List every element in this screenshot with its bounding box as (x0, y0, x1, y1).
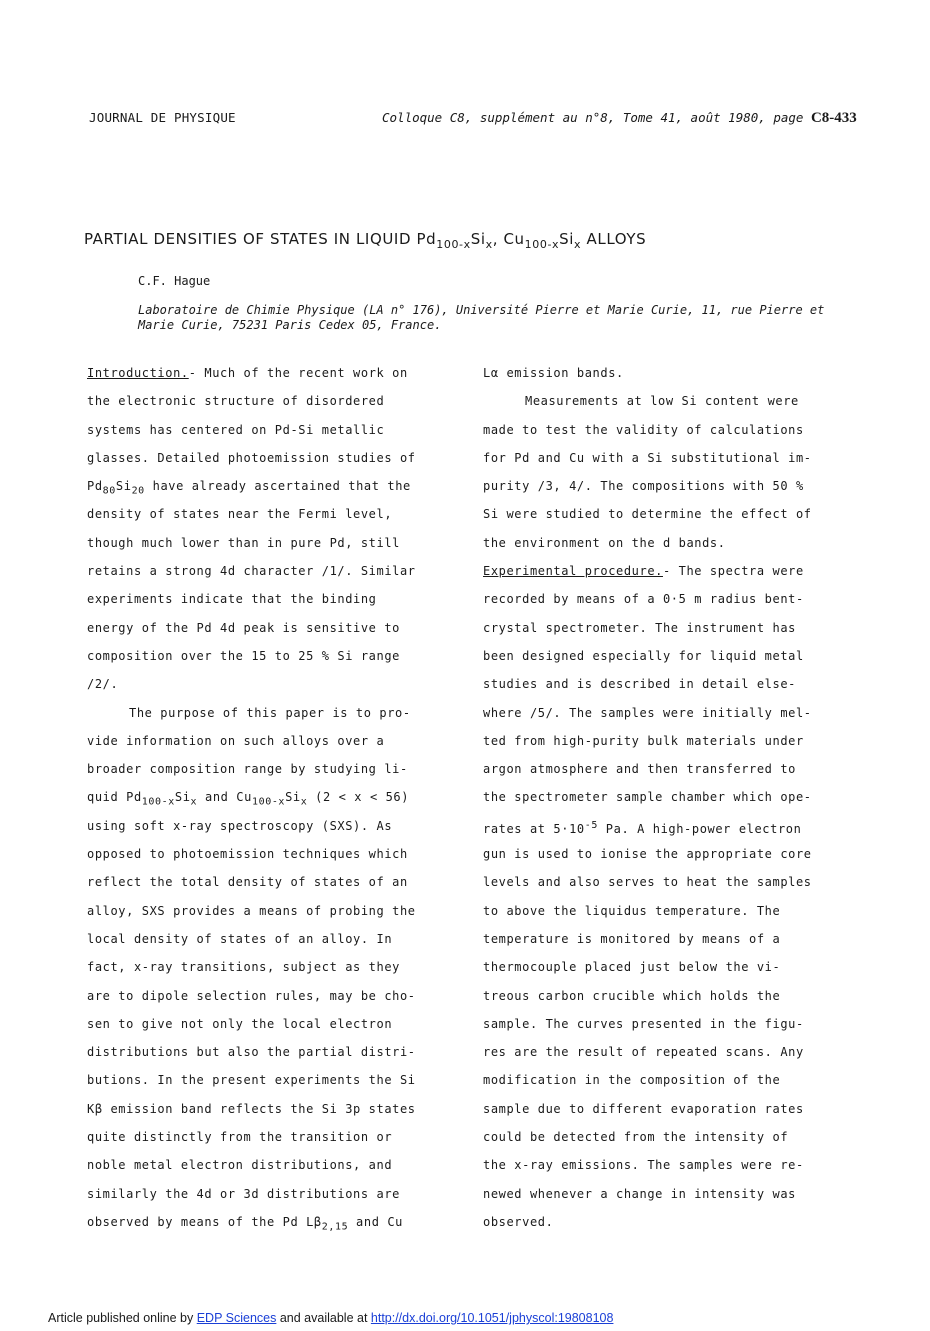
text-line: energy of the Pd 4d peak is sensitive to (87, 620, 400, 635)
text-line: glasses. Detailed photoemission studies of (87, 450, 416, 465)
paper-title (84, 230, 646, 251)
text-line: ted from high-purity bulk materials under (483, 733, 804, 748)
text-line: purity /3, 4/. The compositions with 50 % (483, 479, 804, 494)
text-line: gun is used to ionise the appropriate core (483, 847, 812, 862)
text-line: noble metal electron distributions, and (87, 1158, 393, 1173)
text-line: res are the result of repeated scans. Any (483, 1045, 804, 1060)
superscript: -5 (584, 819, 598, 831)
title-part: Si (470, 230, 486, 248)
title-sub: 100-x (524, 238, 560, 251)
text-line: composition over the 15 to 25 % Si range (87, 648, 400, 663)
text-line: the x-ray emissions. The samples were re- (483, 1158, 804, 1173)
subscript: 80 (102, 485, 116, 497)
text-line: retains a strong 4d character /1/. Similar (87, 564, 416, 579)
text-line: could be detected from the intensity of (483, 1130, 789, 1145)
text-span: - Much of the recent work on (188, 366, 408, 380)
text-span: rates at 5·10 (483, 821, 585, 836)
text-line (483, 815, 855, 843)
text-line: distributions but also the partial distri- (87, 1045, 416, 1060)
text-line: crystal spectrometer. The instrument has (483, 620, 796, 635)
text-line: density of states near the Fermi level, (87, 507, 393, 522)
doi-link[interactable]: http://dx.doi.org/10.1051/jphyscol:19808108 (370, 1311, 614, 1325)
text-line: The purpose of this paper is to pro- (129, 705, 411, 720)
text-span: Si (115, 479, 132, 494)
text-line: similarly the 4d or 3d distributions are (87, 1186, 400, 1201)
subscript: x (300, 796, 308, 808)
text-line: thermocouple placed just below the vi- (483, 960, 781, 975)
text-line: observed. (483, 1214, 554, 1229)
subscript: 100-x (251, 796, 286, 808)
footer-text: and available at (276, 1311, 371, 1325)
citation-line (382, 110, 857, 127)
text-line: sample. The curves presented in the figu- (483, 1016, 804, 1031)
page-number: C8-433 (810, 110, 857, 126)
text-line: studies and is described in detail else- (483, 677, 796, 692)
text-line: modification in the composition of the (483, 1073, 781, 1088)
text-line: Si were studied to determine the effect of (483, 507, 812, 522)
journal-name: JOURNAL DE PHYSIQUE (89, 110, 236, 125)
title-sub: 100-x (436, 238, 471, 251)
text-line: recorded by means of a 0·5 m radius bent- (483, 592, 804, 607)
author: C.F. Hague (138, 274, 211, 288)
section-heading-introduction: Introduction. (87, 366, 189, 380)
text-line: alloy, SXS provides a means of probing the (87, 903, 416, 918)
subscript: 2,15 (321, 1221, 349, 1233)
text-line (87, 362, 459, 390)
text-span: quid Pd (87, 790, 142, 805)
text-line: the environment on the d bands. (483, 535, 726, 550)
text-line: local density of states of an alloy. In (87, 931, 393, 946)
text-line: the electronic structure of disordered (87, 394, 385, 409)
text-line: using soft x-ray spectroscopy (SXS). As (87, 818, 393, 833)
text-line: to above the liquidus temperature. The (483, 903, 781, 918)
citation-text: Colloque C8, supplément au n°8, Tome 41, août 1980, page (382, 110, 804, 125)
text-span: observed by means of the Pd Lβ (87, 1214, 322, 1229)
text-line: been designed especially for liquid metal (483, 648, 804, 663)
text-line: fact, x-ray transitions, subject as they (87, 960, 400, 975)
text-span: (2 < x < 56) (307, 790, 410, 805)
text-span: and Cu (197, 790, 252, 805)
title-part: PARTIAL DENSITIES OF STATES IN LIQUID Pd (84, 230, 437, 248)
subscript: x (190, 796, 198, 808)
text-line: treous carbon crucible which holds the (483, 988, 781, 1003)
text-line (87, 475, 459, 503)
text-line: Kβ emission band reflects the Si 3p states (87, 1101, 416, 1116)
title-part: ALLOYS (581, 230, 647, 248)
text-line (87, 786, 459, 814)
text-span: Si (285, 790, 301, 805)
text-line: opposed to photoemission techniques which (87, 847, 408, 862)
right-column (483, 362, 855, 1239)
text-line: sen to give not only the local electron (87, 1016, 393, 1031)
section-heading-experimental: Experimental procedure. (483, 564, 663, 579)
text-line: quite distinctly from the transition or (87, 1130, 393, 1145)
subscript: 20 (131, 485, 145, 497)
title-part: Si (559, 230, 575, 248)
text-span: Si (174, 790, 191, 805)
text-line: butions. In the present experiments the Si (87, 1073, 416, 1088)
title-sub: x (485, 238, 493, 251)
title-sub: x (574, 238, 582, 251)
text-line: where /5/. The samples were initially mel- (483, 705, 812, 720)
title-part: , Cu (492, 230, 525, 248)
text-line: levels and also serves to heat the samples (483, 875, 812, 890)
left-column (87, 362, 459, 1239)
text-line: Measurements at low Si content were (525, 394, 799, 409)
text-line: sample due to different evaporation rates (483, 1101, 804, 1116)
text-line: temperature is monitored by means of a (483, 931, 781, 946)
text-line: newed whenever a change in intensity was (483, 1186, 796, 1201)
text-line: made to test the validity of calculations (483, 422, 804, 437)
text-line: the spectrometer sample chamber which ope- (483, 790, 812, 805)
footer-text: Article published online by (48, 1311, 197, 1325)
publication-footer (48, 1311, 613, 1325)
subscript: 100-x (141, 796, 175, 808)
text-line: for Pd and Cu with a Si substitutional im- (483, 450, 812, 465)
text-line (483, 560, 855, 588)
text-line: reflect the total density of states of an (87, 875, 408, 890)
text-line: broader composition range by studying li- (87, 762, 408, 777)
text-span: have already ascertained that the (144, 479, 411, 494)
text-span: Pd (87, 479, 103, 494)
text-line: vide information on such alloys over a (87, 733, 385, 748)
text-line: Lα emission bands. (483, 366, 624, 380)
text-line: systems has centered on Pd-Si metallic (87, 422, 385, 437)
affiliation: Laboratoire de Chimie Physique (LA n° 176), Université Pierre et Marie Curie, 11, rue Pierre et Marie Curie, 75231 Paris Cedex 05, France. (138, 303, 825, 332)
text-line: experiments indicate that the binding (87, 592, 377, 607)
text-line: are to dipole selection rules, may be cho- (87, 988, 416, 1003)
text-line: though much lower than in pure Pd, still (87, 535, 400, 550)
text-line: argon atmosphere and then transferred to (483, 762, 796, 777)
edp-sciences-link[interactable]: EDP Sciences (196, 1311, 277, 1325)
text-span: - The spectra were (662, 564, 804, 579)
text-line (87, 1211, 459, 1239)
text-span: and Cu (348, 1214, 404, 1229)
text-span: Pa. A high-power electron (597, 821, 802, 836)
text-line: /2/. (87, 677, 119, 692)
